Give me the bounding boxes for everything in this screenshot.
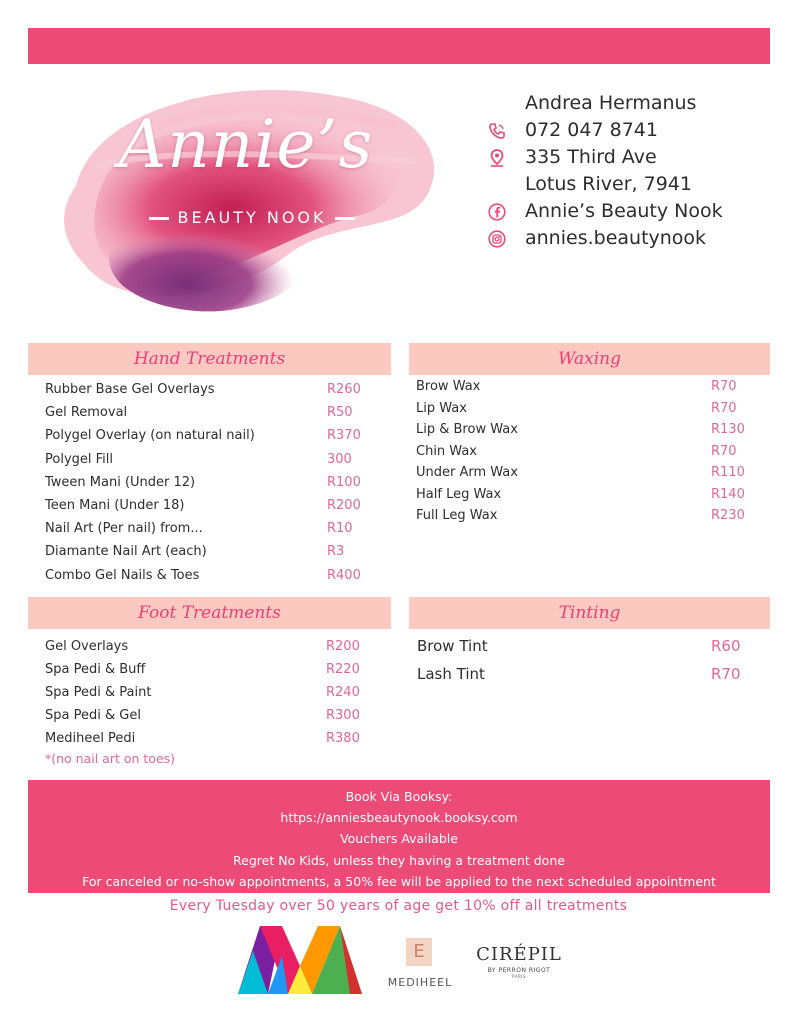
foot-note: *(no nail art on toes) <box>45 751 176 766</box>
service-price: R140 <box>711 486 745 502</box>
booking-link[interactable]: https://anniesbeautynook.booksy.com <box>280 810 518 826</box>
contact-instagram[interactable]: annies.beautynook <box>488 225 788 252</box>
cirepil-city: PARIS <box>512 974 526 979</box>
kids-policy: Regret No Kids, unless they having a treatment done <box>233 852 565 868</box>
service-price: R240 <box>326 685 360 700</box>
hand-treatments-header: Hand Treatments <box>28 343 391 375</box>
contact-person: Andrea Hermanus <box>525 92 697 114</box>
service-name: Teen Mani (Under 18) <box>45 498 185 513</box>
service-price: R60 <box>711 637 741 655</box>
service-price: R100 <box>327 474 361 490</box>
waxing-header: Waxing <box>409 343 770 375</box>
service-price: R230 <box>711 508 745 523</box>
contact-phone[interactable]: 072 047 8741 <box>488 117 788 144</box>
top-accent-bar <box>28 28 770 64</box>
service-name: Brow Wax <box>416 379 481 394</box>
cirepil-text: CIRÉPIL <box>476 944 562 965</box>
watercolor-splash <box>36 66 456 326</box>
service-name: Spa Pedi & Buff <box>45 662 146 677</box>
service-price: R370 <box>327 428 361 444</box>
service-name: Spa Pedi & Gel <box>45 708 141 723</box>
service-name: Half Leg Wax <box>416 486 502 502</box>
service-price: R110 <box>711 465 745 480</box>
service-price: R70 <box>711 379 737 394</box>
service-name: Full Leg Wax <box>416 508 498 523</box>
mediheel-text: MEDIHEEL <box>387 976 453 989</box>
service-name: Gel Removal <box>45 405 128 421</box>
cancellation-policy: For canceled or no-show appointments, a 50% fee will be applied to the next scheduled appointment <box>82 873 716 889</box>
service-price: R70 <box>711 400 737 416</box>
tinting-header: Tinting <box>409 597 770 629</box>
foot-treatments-header: Foot Treatments <box>28 597 391 629</box>
service-price: R10 <box>327 521 353 537</box>
logo <box>36 66 456 326</box>
service-name: Spa Pedi & Paint <box>45 685 152 700</box>
service-name: Lash Tint <box>417 665 485 683</box>
service-name: Rubber Base Gel Overlays <box>45 382 215 397</box>
service-name: Brow Tint <box>417 637 488 655</box>
service-price: R70 <box>711 443 737 459</box>
mediheel-logo <box>380 938 460 994</box>
service-price: R130 <box>711 422 745 437</box>
contact-address-2: Lotus River, 7941 <box>525 173 692 195</box>
mediheel-mark: E <box>406 938 432 966</box>
service-name: Nail Art (Per nail) from... <box>45 521 203 537</box>
cirepil-subtext: BY PERRON RIGOT <box>487 967 551 974</box>
contact-address-1: 335 Third Ave <box>488 144 788 171</box>
service-price: R220 <box>326 662 360 677</box>
service-price: R70 <box>711 665 741 683</box>
tuesday-promo: Every Tuesday over 50 years of age get 10% off all treatments <box>169 898 628 914</box>
instagram-icon <box>488 230 506 248</box>
service-name: Lip & Brow Wax <box>416 422 518 437</box>
service-price: R3 <box>327 544 345 560</box>
logo-subtitle: BEAUTY NOOK <box>134 208 370 227</box>
service-name: Combo Gel Nails & Toes <box>45 567 200 583</box>
contact-facebook[interactable]: Annie’s Beauty Nook <box>488 198 788 225</box>
colorful-m-logo <box>238 926 362 994</box>
logo-script-name: Annie’s <box>118 106 374 183</box>
service-name: Diamante Nail Art (each) <box>45 544 207 560</box>
location-pin-icon <box>488 149 506 167</box>
service-name: Under Arm Wax <box>416 465 518 480</box>
service-price: R200 <box>327 498 361 513</box>
service-name: Polygel Overlay (on natural nail) <box>45 428 255 444</box>
phone-icon <box>488 122 506 140</box>
service-price: R50 <box>327 405 353 421</box>
vouchers-text: Vouchers Available <box>340 831 458 847</box>
contact-block <box>488 90 788 252</box>
cirepil-logo <box>474 944 564 984</box>
service-price: R400 <box>327 567 361 583</box>
facebook-icon <box>488 203 506 221</box>
service-name: Polygel Fill <box>45 451 113 467</box>
service-name: Mediheel Pedi <box>45 731 136 746</box>
service-price: R380 <box>326 731 360 746</box>
service-price: R200 <box>326 639 360 654</box>
service-name: Chin Wax <box>416 443 477 459</box>
booking-heading: Book Via Booksy: <box>345 789 453 804</box>
service-price: R300 <box>326 708 360 723</box>
service-name: Gel Overlays <box>45 639 129 654</box>
service-price: R260 <box>327 382 361 397</box>
booking-info <box>28 780 770 893</box>
service-name: Tween Mani (Under 12) <box>45 474 196 490</box>
service-price: 300 <box>327 451 352 467</box>
service-name: Lip Wax <box>416 400 467 416</box>
